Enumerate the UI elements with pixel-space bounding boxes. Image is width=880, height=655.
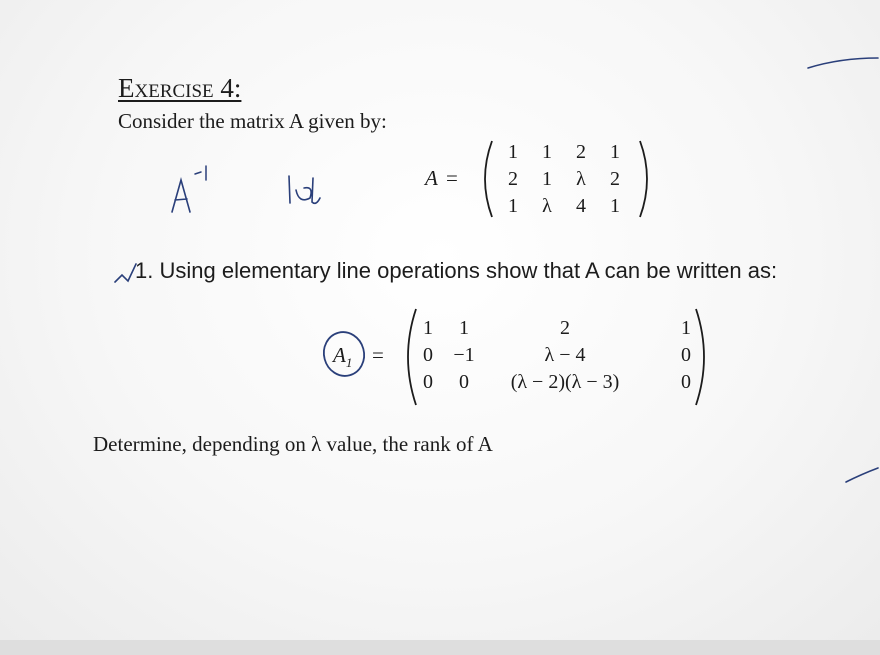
final-question: Determine, depending on λ value, the rank of A (93, 432, 493, 456)
matrix-a-cell: 1 (610, 141, 620, 163)
handwritten-a-mark (172, 180, 190, 212)
handwritten-circle (319, 328, 369, 381)
handwritten-margin-stroke (808, 58, 878, 68)
matrix-a1-cell: 0 (459, 371, 469, 393)
matrix-a-cell: 1 (542, 141, 552, 163)
matrix-a-cell: 1 (542, 168, 552, 190)
handwritten-check-mark (115, 264, 136, 282)
matrix-a-cell: λ (576, 168, 586, 190)
matrix-a-cell: 2 (508, 168, 518, 190)
matrix-a1-cell: (λ − 2)(λ − 3) (510, 371, 620, 393)
matrix-a-label: A (425, 166, 438, 190)
matrix-a1-cell: 1 (459, 317, 469, 339)
intro-text: Consider the matrix A given by: (118, 109, 387, 133)
matrix-a1-equals: = (372, 343, 384, 367)
matrix-a1-cell: λ − 4 (544, 344, 586, 366)
matrix-a1-cell: 1 (681, 317, 691, 339)
matrix-a-cell: 2 (576, 141, 586, 163)
matrix-a1-cell: 0 (681, 371, 691, 393)
matrix-a-cell: 2 (610, 168, 620, 190)
handwritten-margin-stroke (846, 468, 878, 482)
matrix-a-cell: 1 (508, 141, 518, 163)
matrix-a1-cell: 0 (423, 371, 433, 393)
question-1-number: 1. (135, 258, 154, 283)
handwritten-inverse-mark (195, 166, 206, 180)
question-1-text: Using elementary line operations show that A can be written as: (159, 258, 778, 283)
handwritten-det-mark (289, 176, 320, 203)
exercise-title: Exercise 4: (118, 73, 242, 103)
matrix-a1-label: $A_1$ (333, 343, 353, 371)
page-shadow (0, 640, 880, 655)
matrix-a1-cell: −1 (453, 344, 475, 366)
matrix-a-cell: λ (542, 195, 552, 217)
matrix-a1-cell: 0 (681, 344, 691, 366)
matrix-a1-cell: 1 (423, 317, 433, 339)
matrix-a1-cell: 0 (423, 344, 433, 366)
matrix-a-cell: 1 (508, 195, 518, 217)
matrix-a1-cell: 2 (560, 317, 570, 339)
matrix-a-equals: = (446, 166, 458, 190)
matrix-a-cell: 1 (610, 195, 620, 217)
matrix-a-cell: 4 (576, 195, 586, 217)
